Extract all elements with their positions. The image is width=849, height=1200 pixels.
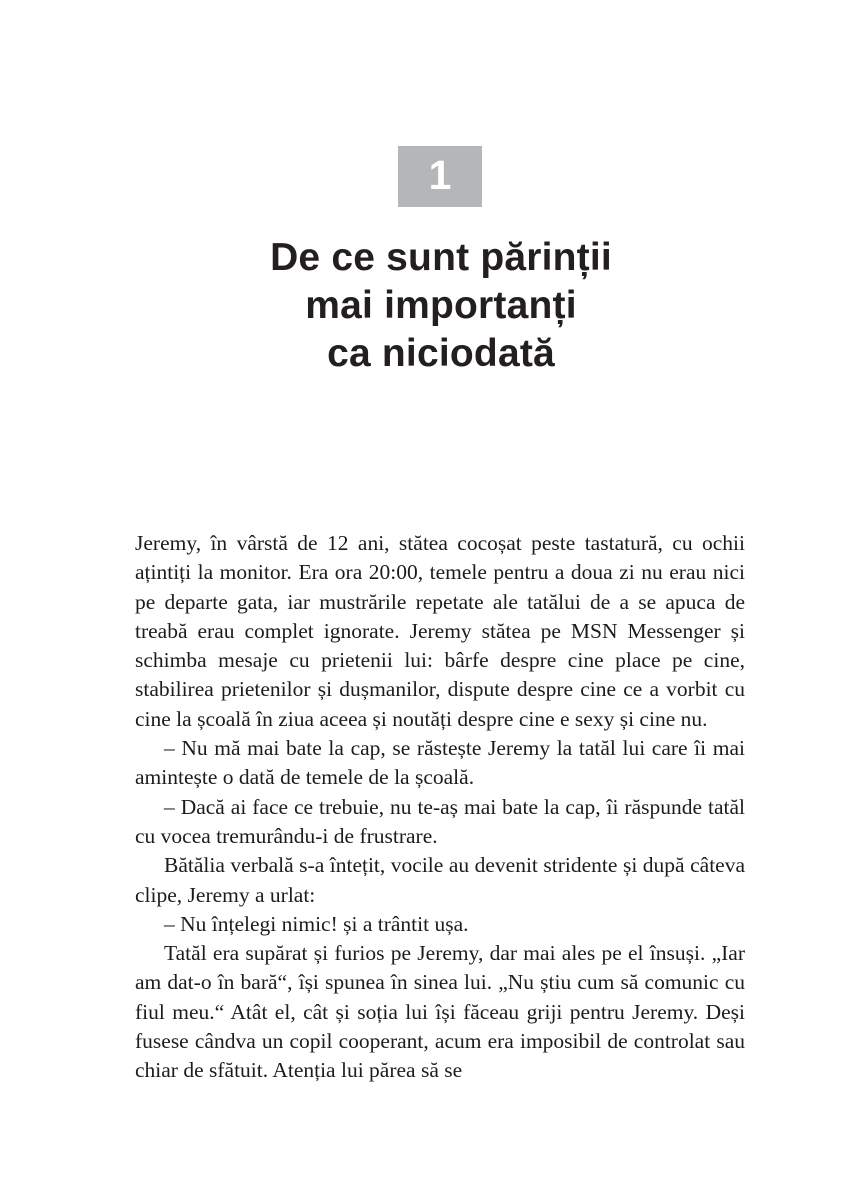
chapter-number: 1: [428, 152, 452, 198]
paragraph-intro: Jeremy, în vârstă de 12 ani, stătea cocoșat peste tastatură, cu ochii ațintiți la monitor. Era ora 20:00, temele pentru a doua zi nu erau nici pe departe gata, iar mustrările repetate ale tatălui de a se apuca de treabă erau complet ignorate. Jeremy stătea pe MSN Messenger și schimba mesaje cu prietenii lui: bârfe despre cine place pe cine, stabilirea prietenilor și dușmanilor, dispute despre cine ce a vorbit cu cine la școală în ziua aceea și noutăți despre cine e sexy și cine nu.: [135, 531, 745, 731]
paragraph-dialogue-jeremy: – Nu mă mai bate la cap, se răstește Jeremy la tatăl lui care îi mai amintește o dată de temele de la școală.: [135, 736, 745, 790]
chapter-number-box: [398, 146, 482, 207]
paragraph-father-thoughts: Tatăl era supărat și furios pe Jeremy, dar mai ales pe el însuși. „Iar am dat-o în bară“, își spunea în sinea lui. „Nu știu cum să comunic cu fiul meu.“ Atât el, cât și soția lui își făceau griji pentru Jeremy. Deși fusese cândva un copil cooperant, acum era imposibil de controlat sau chiar de sfătuit. Atenția lui părea să se: [135, 941, 745, 1083]
chapter-title-line-3: ca niciodată: [327, 332, 555, 375]
paragraph-dialogue-jeremy-2: – Nu înțelegi nimic! și a trântit ușa.: [164, 911, 469, 936]
chapter-title-line-1: De ce sunt părinții: [270, 236, 612, 279]
paragraph-dialogue-father: – Dacă ai face ce trebuie, nu te-aș mai bate la cap, îi răspunde tatăl cu vocea tremurându-i de frustrare.: [135, 794, 745, 848]
paragraph-battle: Bătălia verbală s-a întețit, vocile au devenit stridente și după câteva clipe, Jeremy a urlat:: [135, 853, 745, 907]
body-text: [135, 529, 745, 1086]
chapter-title-line-2: mai importanți: [305, 284, 577, 327]
chapter-title: [120, 234, 762, 378]
